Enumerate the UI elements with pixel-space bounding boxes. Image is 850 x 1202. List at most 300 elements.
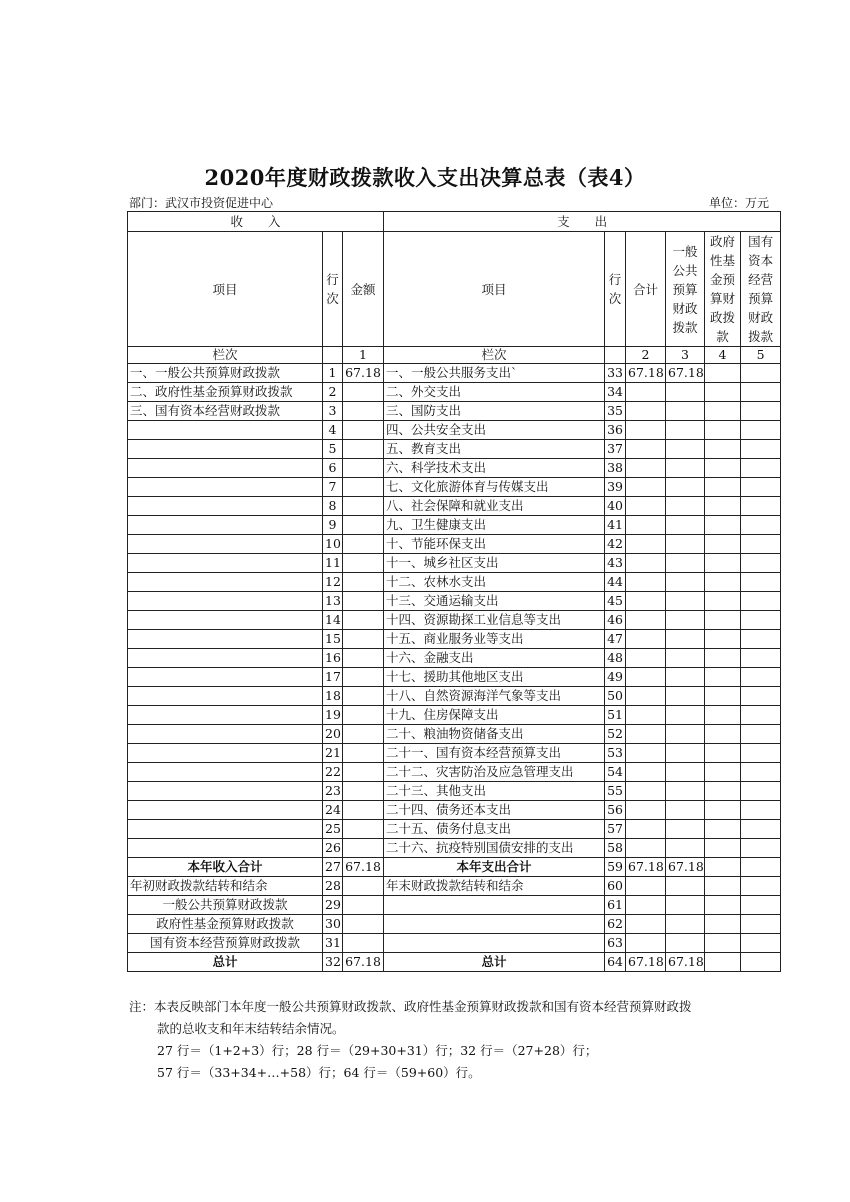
expense-total-cell: 67.18 [626,858,666,877]
expense-item-cell: 二十、粮油物资储备支出 [384,725,605,744]
unit-label: 单位：万元 [709,196,770,210]
table-row [128,440,781,459]
expense-total-cell [626,877,666,896]
table-row [128,896,781,915]
income-item-cell [128,782,323,801]
income-amount-cell [343,687,384,706]
expense-state-capital-cell [741,440,781,459]
expense-total-cell [626,535,666,554]
expense-item-cell: 本年支出合计 [384,858,605,877]
expense-gov-fund-cell [705,516,741,535]
income-item-cell [128,535,323,554]
income-item-cell: 政府性基金预算财政拨款 [128,915,323,934]
income-item-cell [128,611,323,630]
income-line-no-cell: 27 [323,858,343,877]
expense-item-cell: 九、卫生健康支出 [384,516,605,535]
expense-state-capital-cell [741,820,781,839]
table-row [128,858,781,877]
expense-line-no-cell: 47 [605,630,626,649]
expense-line-no-cell: 43 [605,554,626,573]
income-item-cell [128,744,323,763]
income-line-no-cell: 21 [323,744,343,763]
expense-total-cell [626,782,666,801]
expense-gov-fund-cell [705,535,741,554]
table-row [128,877,781,896]
expense-line-no-cell: 50 [605,687,626,706]
table-row [128,497,781,516]
table-row [128,459,781,478]
income-item-cell [128,630,323,649]
expense-general-budget-cell [666,459,705,478]
expense-total-cell [626,820,666,839]
expense-state-capital-cell [741,516,781,535]
expense-general-budget-cell [666,801,705,820]
col-index-5: 5 [741,347,781,364]
table-row [128,421,781,440]
expense-total-cell: 67.18 [626,364,666,383]
income-amount-cell [343,611,384,630]
expense-line-no-cell: 35 [605,402,626,421]
income-line-no-cell: 14 [323,611,343,630]
expense-total-cell [626,649,666,668]
expense-line-no-cell: 62 [605,915,626,934]
expense-item-cell: 十一、城乡社区支出 [384,554,605,573]
expense-item-cell: 六、科学技术支出 [384,459,605,478]
expense-general-budget-cell [666,687,705,706]
expense-line-no-cell: 59 [605,858,626,877]
expense-item-cell: 二、外交支出 [384,383,605,402]
income-amount-cell [343,896,384,915]
table-row [128,668,781,687]
expense-gov-fund-cell [705,592,741,611]
expense-gov-fund-cell [705,858,741,877]
table-row [128,744,781,763]
table-row [128,402,781,421]
expense-item-cell: 二十二、灾害防治及应急管理支出 [384,763,605,782]
income-amount-cell: 67.18 [343,953,384,972]
footnote [129,996,789,1084]
table-row [128,782,781,801]
header-row-index [128,347,781,364]
expense-header: 支 出 [384,212,781,232]
income-amount-cell [343,516,384,535]
expense-item-cell: 二十三、其他支出 [384,782,605,801]
expense-gov-fund-cell [705,649,741,668]
expense-general-budget-cell [666,934,705,953]
expense-line-no-cell: 45 [605,592,626,611]
income-item-cell [128,725,323,744]
income-line-no-cell: 16 [323,649,343,668]
expense-total-cell [626,554,666,573]
expense-general-budget-cell [666,421,705,440]
expense-line-no-cell: 57 [605,820,626,839]
header-row-columns [128,232,781,347]
income-item-cell [128,421,323,440]
table-row [128,611,781,630]
income-amount-cell: 67.18 [343,364,384,383]
expense-item-cell: 十六、金融支出 [384,649,605,668]
income-amount-cell [343,402,384,421]
expense-gov-fund-cell [705,820,741,839]
expense-line-no-cell: 49 [605,668,626,687]
expense-line-no-cell: 56 [605,801,626,820]
header-row-section [128,212,781,232]
expense-gov-fund-cell [705,478,741,497]
expense-state-capital-cell [741,535,781,554]
income-amount-cell [343,535,384,554]
expense-total-cell [626,421,666,440]
income-line-no-cell: 29 [323,896,343,915]
expense-line-no-cell: 38 [605,459,626,478]
expense-general-budget-cell [666,516,705,535]
expense-state-capital-cell [741,706,781,725]
income-amount-cell [343,649,384,668]
expense-item-cell: 七、文化旅游体育与传媒支出 [384,478,605,497]
expense-state-capital-cell [741,763,781,782]
income-line-no-cell: 28 [323,877,343,896]
expense-item-cell: 二十一、国有资本经营预算支出 [384,744,605,763]
expense-general-budget-cell [666,402,705,421]
col-index-3: 3 [666,347,705,364]
table-row [128,915,781,934]
general-budget-header: 一般公共预算财政拨款 [666,232,705,347]
expense-gov-fund-cell [705,953,741,972]
income-amount-header: 金额 [343,232,384,347]
income-amount-cell [343,877,384,896]
income-line-no-cell: 22 [323,763,343,782]
expense-gov-fund-cell [705,459,741,478]
income-index-label: 栏次 [128,347,323,364]
expense-total-cell [626,383,666,402]
income-item-cell [128,687,323,706]
expense-item-cell: 十四、资源勘探工业信息等支出 [384,611,605,630]
income-item-cell [128,801,323,820]
col-index-4: 4 [705,347,741,364]
table-row [128,763,781,782]
expense-item-cell: 一、一般公共服务支出` [384,364,605,383]
table-row [128,687,781,706]
expense-gov-fund-cell [705,630,741,649]
expense-gov-fund-cell [705,421,741,440]
income-item-cell [128,440,323,459]
expense-state-capital-cell [741,915,781,934]
expense-general-budget-cell [666,820,705,839]
expense-state-capital-cell [741,934,781,953]
expense-general-budget-cell [666,611,705,630]
expense-total-cell [626,896,666,915]
expense-gov-fund-cell [705,915,741,934]
expense-state-capital-cell [741,687,781,706]
expense-general-budget-cell [666,478,705,497]
expense-state-capital-cell [741,497,781,516]
expense-general-budget-cell: 67.18 [666,364,705,383]
page-title: 2020年度财政拨款收入支出决算总表（表4） [204,165,646,190]
income-item-cell: 一、一般公共预算财政拨款 [128,364,323,383]
income-item-cell: 三、国有资本经营财政拨款 [128,402,323,421]
expense-gov-fund-cell [705,725,741,744]
income-line-no-cell: 1 [323,364,343,383]
expense-state-capital-cell [741,725,781,744]
expense-general-budget-cell [666,592,705,611]
expense-gov-fund-cell [705,839,741,858]
expense-item-cell [384,915,605,934]
expense-state-capital-cell [741,668,781,687]
expense-item-cell: 二十五、债务付息支出 [384,820,605,839]
expense-total-cell [626,402,666,421]
expense-line-no-cell: 52 [605,725,626,744]
income-line-no-cell: 11 [323,554,343,573]
income-amount-cell [343,497,384,516]
expense-line-no-cell: 34 [605,383,626,402]
expense-total-cell [626,478,666,497]
expense-gov-fund-cell [705,934,741,953]
income-line-no-cell: 24 [323,801,343,820]
table-row [128,953,781,972]
income-amount-cell [343,763,384,782]
expense-total-cell [626,725,666,744]
income-item-cell [128,763,323,782]
income-item-cell [128,668,323,687]
expense-item-cell: 十、节能环保支出 [384,535,605,554]
income-amount-cell [343,782,384,801]
expense-gov-fund-cell [705,687,741,706]
income-amount-cell: 67.18 [343,858,384,877]
expense-state-capital-cell [741,459,781,478]
gov-fund-header: 政府性基金预算财政拨款 [705,232,741,347]
expense-line-no-cell: 63 [605,934,626,953]
expense-state-capital-cell [741,402,781,421]
expense-general-budget-cell [666,725,705,744]
expense-state-capital-cell [741,782,781,801]
expense-gov-fund-cell [705,782,741,801]
income-amount-cell [343,478,384,497]
income-amount-cell [343,839,384,858]
expense-line-no-cell: 60 [605,877,626,896]
expense-total-cell [626,763,666,782]
income-line-no-cell: 30 [323,915,343,934]
expense-line-no-cell: 44 [605,573,626,592]
expense-state-capital-cell [741,839,781,858]
table-row [128,839,781,858]
expense-state-capital-cell [741,744,781,763]
expense-gov-fund-cell [705,554,741,573]
expense-general-budget-cell [666,554,705,573]
expense-item-cell: 总计 [384,953,605,972]
expense-line-no-cell: 64 [605,953,626,972]
expense-item-cell: 五、教育支出 [384,440,605,459]
expense-gov-fund-cell [705,611,741,630]
income-item-cell: 本年收入合计 [128,858,323,877]
income-line-no-cell: 6 [323,459,343,478]
expense-state-capital-cell [741,649,781,668]
income-item-cell: 国有资本经营预算财政拨款 [128,934,323,953]
income-line-no-cell: 12 [323,573,343,592]
income-line-no-cell: 2 [323,383,343,402]
table-row [128,516,781,535]
expense-line-header: 行次 [605,232,626,347]
income-item-cell [128,592,323,611]
expense-general-budget-cell [666,744,705,763]
table-row [128,820,781,839]
expense-gov-fund-cell [705,706,741,725]
expense-general-budget-cell: 67.18 [666,858,705,877]
expense-total-cell: 67.18 [626,953,666,972]
expense-gov-fund-cell [705,763,741,782]
expense-state-capital-cell [741,592,781,611]
expense-total-cell [626,592,666,611]
expense-total-cell [626,459,666,478]
income-amount-cell [343,573,384,592]
expense-line-no-cell: 58 [605,839,626,858]
income-item-cell [128,478,323,497]
income-amount-cell [343,383,384,402]
expense-state-capital-cell [741,801,781,820]
note-line: 27 行＝（1+2+3）行；28 行＝（29+30+31）行；32 行＝（27+28）行； [157,1043,598,1058]
expense-gov-fund-cell [705,402,741,421]
table-row [128,592,781,611]
expense-item-cell: 十二、农林水支出 [384,573,605,592]
income-line-header: 行次 [323,232,343,347]
income-line-no-cell: 23 [323,782,343,801]
expense-item-cell: 四、公共安全支出 [384,421,605,440]
income-line-no-cell: 25 [323,820,343,839]
income-amount-cell [343,915,384,934]
income-line-no-cell: 20 [323,725,343,744]
state-capital-header: 国有资本经营预算财政拨款 [741,232,781,347]
income-amount-cell [343,592,384,611]
expense-general-budget-cell [666,535,705,554]
expense-item-cell: 三、国防支出 [384,402,605,421]
income-line-no-cell: 13 [323,592,343,611]
expense-item-cell [384,934,605,953]
expense-total-cell [626,440,666,459]
expense-general-budget-cell [666,668,705,687]
table-row [128,934,781,953]
expense-gov-fund-cell [705,896,741,915]
expense-state-capital-cell [741,554,781,573]
budget-table [127,211,781,972]
note-line: 注：本表反映部门本年度一般公共预算财政拨款、政府性基金预算财政拨款和国有资本经营预算财政拨 [129,999,692,1014]
expense-general-budget-cell [666,497,705,516]
expense-item-cell: 年末财政拨款结转和结余 [384,877,605,896]
expense-state-capital-cell [741,478,781,497]
income-item-cell [128,554,323,573]
expense-state-capital-cell [741,364,781,383]
table-row [128,478,781,497]
expense-total-cell [626,706,666,725]
income-amount-cell [343,725,384,744]
expense-item-cell: 二十四、债务还本支出 [384,801,605,820]
expense-total-cell [626,573,666,592]
expense-state-capital-cell [741,573,781,592]
expense-total-cell [626,744,666,763]
expense-gov-fund-cell [705,440,741,459]
expense-general-budget-cell [666,915,705,934]
expense-state-capital-cell [741,953,781,972]
expense-index-label: 栏次 [384,347,605,364]
expense-gov-fund-cell [705,573,741,592]
expense-line-no-cell: 39 [605,478,626,497]
table-row [128,725,781,744]
expense-total-cell [626,516,666,535]
table-row [128,573,781,592]
expense-total-cell [626,687,666,706]
expense-general-budget-cell [666,839,705,858]
income-item-cell [128,459,323,478]
expense-item-cell: 十八、自然资源海洋气象等支出 [384,687,605,706]
income-line-no-cell: 3 [323,402,343,421]
income-amount-cell [343,820,384,839]
table-row [128,706,781,725]
expense-general-budget-cell [666,630,705,649]
expense-item-cell: 八、社会保障和就业支出 [384,497,605,516]
note-line: 款的总收支和年末结转结余情况。 [157,1021,345,1036]
expense-line-no-cell: 37 [605,440,626,459]
expense-state-capital-cell [741,896,781,915]
income-item-cell [128,649,323,668]
expense-gov-fund-cell [705,364,741,383]
expense-state-capital-cell [741,858,781,877]
income-amount-cell [343,630,384,649]
expense-line-no-cell: 40 [605,497,626,516]
table-row [128,535,781,554]
income-item-cell [128,820,323,839]
income-amount-cell [343,421,384,440]
income-item-cell: 一般公共预算财政拨款 [128,896,323,915]
expense-total-cell [626,497,666,516]
income-line-no-cell: 8 [323,497,343,516]
expense-state-capital-cell [741,877,781,896]
expense-gov-fund-cell [705,668,741,687]
income-line-no-cell: 26 [323,839,343,858]
expense-general-budget-cell [666,706,705,725]
table-row [128,554,781,573]
note-line: 57 行＝（33+34+…+58）行；64 行＝（59+60）行。 [157,1065,481,1080]
expense-total-header: 合计 [626,232,666,347]
expense-total-cell [626,839,666,858]
income-item-cell [128,497,323,516]
expense-item-cell: 二十六、抗疫特别国债安排的支出 [384,839,605,858]
expense-gov-fund-cell [705,744,741,763]
income-line-no-cell: 31 [323,934,343,953]
income-line-no-cell: 32 [323,953,343,972]
col-index-2: 2 [626,347,666,364]
expense-state-capital-cell [741,421,781,440]
expense-total-cell [626,801,666,820]
income-header: 收 入 [128,212,384,232]
expense-gov-fund-cell [705,383,741,402]
income-item-cell [128,573,323,592]
expense-general-budget-cell: 67.18 [666,953,705,972]
expense-item-cell: 十三、交通运输支出 [384,592,605,611]
expense-item-header: 项目 [384,232,605,347]
income-line-no-cell: 17 [323,668,343,687]
income-amount-cell [343,801,384,820]
table-row [128,801,781,820]
expense-general-budget-cell [666,573,705,592]
col-index-1: 1 [343,347,384,364]
income-amount-cell [343,459,384,478]
income-item-cell [128,706,323,725]
income-item-cell: 二、政府性基金预算财政拨款 [128,383,323,402]
income-amount-cell [343,744,384,763]
expense-total-cell [626,934,666,953]
income-line-no-cell: 10 [323,535,343,554]
expense-line-no-cell: 54 [605,763,626,782]
table-row [128,649,781,668]
expense-item-cell: 十五、商业服务业等支出 [384,630,605,649]
expense-total-cell [626,630,666,649]
